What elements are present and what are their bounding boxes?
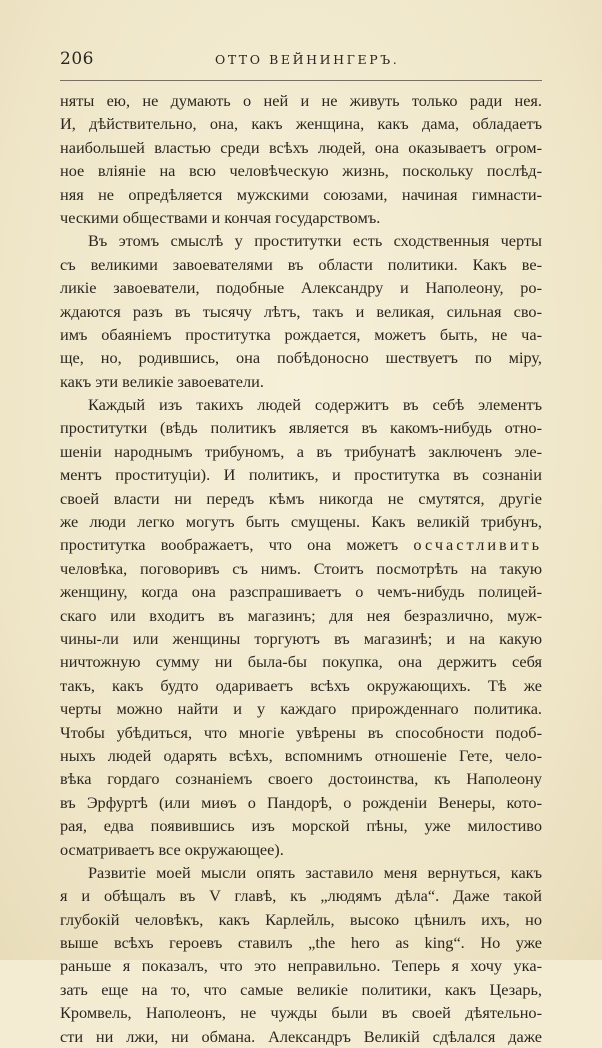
spaced-emphasis-word: осчастливить: [413, 535, 542, 555]
text-line: осматриваетъ все окружающее).: [60, 839, 284, 859]
text-line: выше всѣхъ героевъ ставилъ „the hero as king“. Но уже: [60, 933, 542, 953]
text-line: ческими обществами и кончая государствомъ.: [60, 207, 381, 227]
page-header: [60, 49, 540, 73]
text-line: Каждый изъ такихъ людей содержитъ въ себѣ элементъ: [88, 395, 542, 415]
text-line: сти ни лжи, ни обмана. Александръ Великій сдѣлался даже: [60, 1026, 542, 1046]
text-line: какъ эти великіе завоеватели.: [60, 371, 264, 391]
text-line: раньше я показалъ, что это неправильно. Теперь я хочу ука-: [60, 956, 542, 976]
text-line: женщину, когда она разспрашиваетъ о чемъ-нибудь полицей-: [60, 582, 542, 602]
text-line: я и обѣщалъ въ V главѣ, къ „людямъ дѣла“. Даже такой: [60, 886, 542, 906]
text-line-start: проститутка воображаетъ, что она можетъ: [60, 535, 399, 555]
text-line: вѣка гордаго сознаніемъ своего достоинства, къ Наполеону: [60, 769, 542, 789]
text-line: такъ, какъ будто одариваетъ всѣхъ окружающихъ. Тѣ же: [60, 675, 542, 695]
text-line: Въ этомъ смыслѣ у проститутки есть сходственныя черты: [88, 231, 542, 251]
text-line: няты ею, не думають о ней и не живуть только ради нея.: [60, 91, 542, 110]
text-line: чины-ли или женщины торгуютъ въ магазинѣ; и на какую: [60, 628, 542, 648]
running-head: ОТТО ВЕЙНИНГЕРЪ.: [215, 52, 400, 67]
text-line: ничтожную сумму ни была-бы покупка, она держитъ себя: [60, 652, 542, 672]
text-line: своей власти ни передъ кѣмъ никогда не смутятся, другіе: [60, 488, 542, 508]
text-line: шеніи народнымъ трибуномъ, а въ трибунатѣ заключенъ эле-: [60, 441, 542, 461]
text-line: наибольшей властью среди всѣхъ людей, она оказываетъ огром-: [60, 137, 542, 157]
text-line: съ великими завоевателями въ области политики. Какъ ве-: [60, 254, 542, 274]
header-rule: [60, 80, 542, 81]
text-line: И, дѣйствительно, она, какъ женщина, какъ дама, обладаетъ: [60, 114, 542, 134]
text-line: ментъ проституціи). И политикъ, и проститутка въ сознаніи: [60, 465, 542, 485]
text-line: Чтобы убѣдиться, что многіе увѣрены въ способности подоб-: [60, 722, 542, 742]
text-line: же люди легко могутъ быть смущены. Какъ великій трибунъ,: [60, 512, 542, 532]
text-line: няя не опредѣляется мужскими союзами, начиная гимнасти-: [60, 184, 542, 204]
text-line: зать еще на то, что самые великіе политики, какъ Цезарь,: [60, 979, 542, 999]
text-line: Развитіе моей мысли опять заставило меня вернуться, какъ: [88, 862, 542, 882]
text-line: ще, но, родившись, она побѣдоносно шествуетъ по міру,: [60, 348, 542, 368]
text-line: ныхъ людей одарять всѣхъ, вспомнимъ отношеніе Гете, чело-: [60, 745, 542, 765]
text-line: ное вліяніе на всю человѣческую жизнь, поскольку послѣд-: [60, 161, 542, 181]
text-line: рая, едва появившись изъ морской пѣны, уже милостиво: [60, 816, 542, 836]
text-line: черты можно найти и у каждаго прирожденнаго политика.: [60, 699, 542, 719]
text-line: Кромвель, Наполеонъ, не чужды были въ своей дѣятельно-: [60, 1003, 542, 1023]
text-line: человѣка, поговоривъ съ нимъ. Стоитъ посмотрѣть на такую: [60, 558, 542, 578]
text-line: скаго или входитъ въ магазинъ; для нея безразлично, муж-: [60, 605, 542, 625]
text-line: глубокій человѣкъ, какъ Карлейль, высоко цѣнилъ ихъ, но: [60, 909, 542, 929]
text-line: проститутки (вѣдь политикъ является въ какомъ-нибудь отно-: [60, 418, 542, 438]
text-line-with-spaced-word: [60, 533, 542, 556]
text-line: ликіе завоеватели, подобные Александру и Наполеону, ро-: [60, 278, 542, 298]
text-line: въ Эрфуртѣ (или миѳъ о Пандорѣ, о рожденіи Венеры, кото-: [60, 792, 542, 812]
text-line: имъ обаяніемъ проститутка рождается, можетъ быть, не ча-: [60, 324, 542, 344]
text-line: ждаются разъ въ тысячу лѣтъ, такъ и великая, сильная сво-: [60, 301, 542, 321]
page-number: 206: [60, 49, 94, 69]
body-text: [60, 89, 542, 1048]
